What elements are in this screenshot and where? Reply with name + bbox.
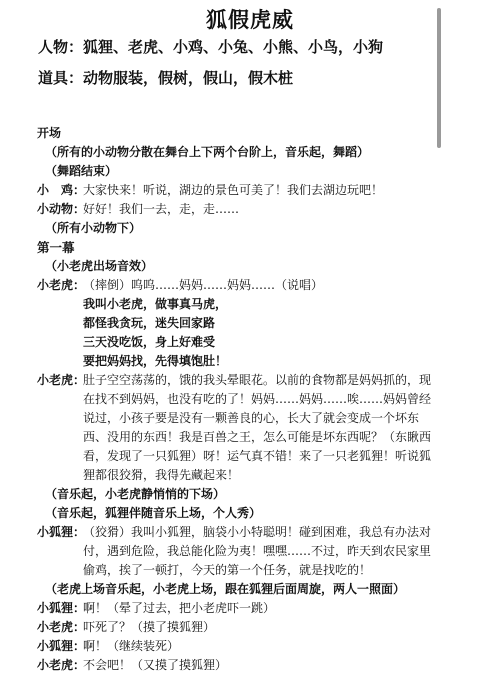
script-body <box>37 124 437 675</box>
stage-direction: （舞蹈结束） <box>45 164 118 178</box>
verse-line: 三天没吃饭，身上好难受 <box>83 335 216 349</box>
stage-direction: （小老虎出场音效） <box>45 259 154 273</box>
speaker: 小老虎： <box>37 620 86 634</box>
verse-line: 都怪我贪玩，迷失回家路 <box>83 316 216 330</box>
verse-line: 要把妈妈找，先得填饱肚！ <box>83 354 228 368</box>
dialogue-line <box>37 276 437 295</box>
dialogue-text: 啊！（晕了过去，把小老虎吓一跳） <box>83 601 276 615</box>
speaker: 小老虎： <box>37 658 86 672</box>
dialogue-text: （狡猾）我叫小狐狸，脑袋小小特聪明！碰到困难，我总有办法对付，遇到危险，我总能化险为夷！嘿嘿……不过，昨天到农民家里偷鸡，挨了一顿打，今天的第一个任务，就是找吃的！ <box>83 525 432 577</box>
dialogue-line <box>37 200 437 219</box>
speaker: 小狐狸： <box>37 601 86 615</box>
dialogue-line <box>37 618 437 637</box>
dialogue-line <box>37 656 437 675</box>
dialogue-text: 不会吧！（又摸了摸狐狸） <box>83 658 228 672</box>
speaker: 小老虎： <box>37 278 86 292</box>
dialogue-line <box>37 523 437 580</box>
section-heading: 开场 <box>37 126 62 140</box>
verse-line: 我叫小老虎，做事真马虎， <box>83 297 228 311</box>
page-title: 狐假虎威 <box>206 8 294 32</box>
stage-direction: （音乐起，小老虎静悄悄的下场） <box>45 487 226 501</box>
speaker: 小狐狸： <box>37 525 86 539</box>
dialogue-text: 啊！（继续装死） <box>83 639 180 653</box>
dialogue-text: 大家快来！听说，湖边的景色可美了！我们去湖边玩吧！ <box>83 183 384 197</box>
speaker: 小狐狸： <box>37 639 86 653</box>
stage-direction: （所有的小动物分散在舞台上下两个台阶上，音乐起，舞蹈） <box>45 145 370 159</box>
props-line: 道具：动物服装，假树，假山，假木桩 <box>38 69 294 87</box>
speaker: 小老虎： <box>37 373 86 387</box>
stage-direction: （所有小动物下） <box>45 221 142 235</box>
dialogue-line <box>37 599 437 618</box>
stage-direction: （音乐起，狐狸伴随音乐上场，个人秀） <box>45 506 262 520</box>
speaker: 小动物： <box>37 202 86 216</box>
dialogue-text: 吓死了？（摸了摸狐狸） <box>83 620 216 634</box>
dialogue-line <box>37 371 437 485</box>
dialogue-text: 好好！我们一去，走，走…… <box>83 202 240 216</box>
stage-direction: （老虎上场音乐起，小老虎上场，跟在狐狸后面周旋，两人一照面） <box>45 582 406 596</box>
dialogue-text: 肚子空空荡荡的，饿的我头晕眼花。以前的食物都是妈妈抓的，现在找不到妈妈，也没有吃的了！妈妈……妈妈……唉……妈妈曾经说过，小孩子要是没有一颗善良的心，长大了就会变成一个坏东西、没用的东西！我是百兽之王，怎么可能是坏东西呢？（东瞅西看，发现了一只狐狸）呀！运气真不错！来了一只老狐狸！听说狐狸都很狡猾，我得先藏起来！ <box>83 373 432 482</box>
dialogue-line <box>37 637 437 656</box>
section-heading: 第一幕 <box>37 240 75 255</box>
characters-line: 人物：狐狸、老虎、小鸡、小兔、小熊、小鸟，小狗 <box>38 38 384 56</box>
dialogue-text: （摔倒）呜呜……妈妈……妈妈……（说唱） <box>83 278 324 292</box>
speaker: 小 鸡： <box>37 183 86 197</box>
dialogue-line <box>37 181 437 200</box>
